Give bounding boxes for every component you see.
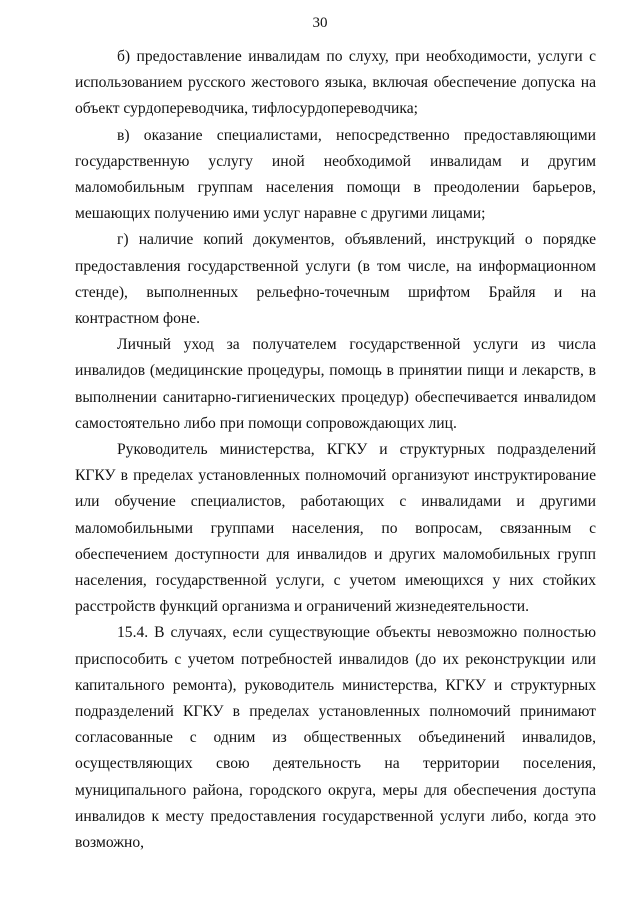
paragraph-personal-care: Личный уход за получателем государственной услуги из числа инвалидов (медицинские процедуры, помощь в принятии пищи и лекарств, в выполнении санитарно-гигиенических процедур) обеспечивается инвалидом самостоятельно либо при помощи сопровождающих лиц. xyxy=(75,336,596,432)
document-body xyxy=(75,44,596,856)
paragraph-section-15-4: 15.4. В случаях, если существующие объекты невозможно полностью приспособить с учетом потребностей инвалидов (до их реконструкции или капитального ремонта), руководитель министерства, КГКУ и структурных подразделений КГКУ в пределах установленных полномочий принимают согласованные с одним из общественных объединений инвалидов, осуществляющих свою деятельность на территории поселения, муниципального района, городского округа, меры для обеспечения доступа инвалидов к месту предоставления государственной услуги либо, когда это возможно, xyxy=(75,624,596,852)
page-number: 30 xyxy=(312,15,328,31)
paragraph-item-b: б) предоставление инвалидам по слуху, при необходимости, услуги с использованием русского жестового языка, включая обеспечение допуска на объект сурдопереводчика, тифлосурдопереводчика; xyxy=(75,48,596,118)
paragraph-item-v: в) оказание специалистами, непосредственно предоставляющими государственную услугу иной необходимой инвалидам и другим маломобильным группам населения помощи в преодолении барьеров, мешающих получению ими услуг наравне с другими лицами; xyxy=(75,126,596,223)
paragraph-item-g: г) наличие копий документов, объявлений, инструкций о порядке предоставления государственной услуги (в том числе, на информационном стенде), выполненных рельефно-точечным шрифтом Брайля и на контрастном фоне. xyxy=(75,231,596,328)
paragraph-staff-training: Руководитель министерства, КГКУ и структурных подразделений КГКУ в пределах установленных полномочий организуют инструктирование или обучение специалистов, работающих с инвалидами и другими маломобильными группами населения, по вопросам, связанным с обеспечением доступности для инвалидов и других маломобильных групп населения, государственной услуги, с учетом имеющихся у них стойких расстройств функций организма и ограничений жизнедеятельности. xyxy=(75,441,596,616)
